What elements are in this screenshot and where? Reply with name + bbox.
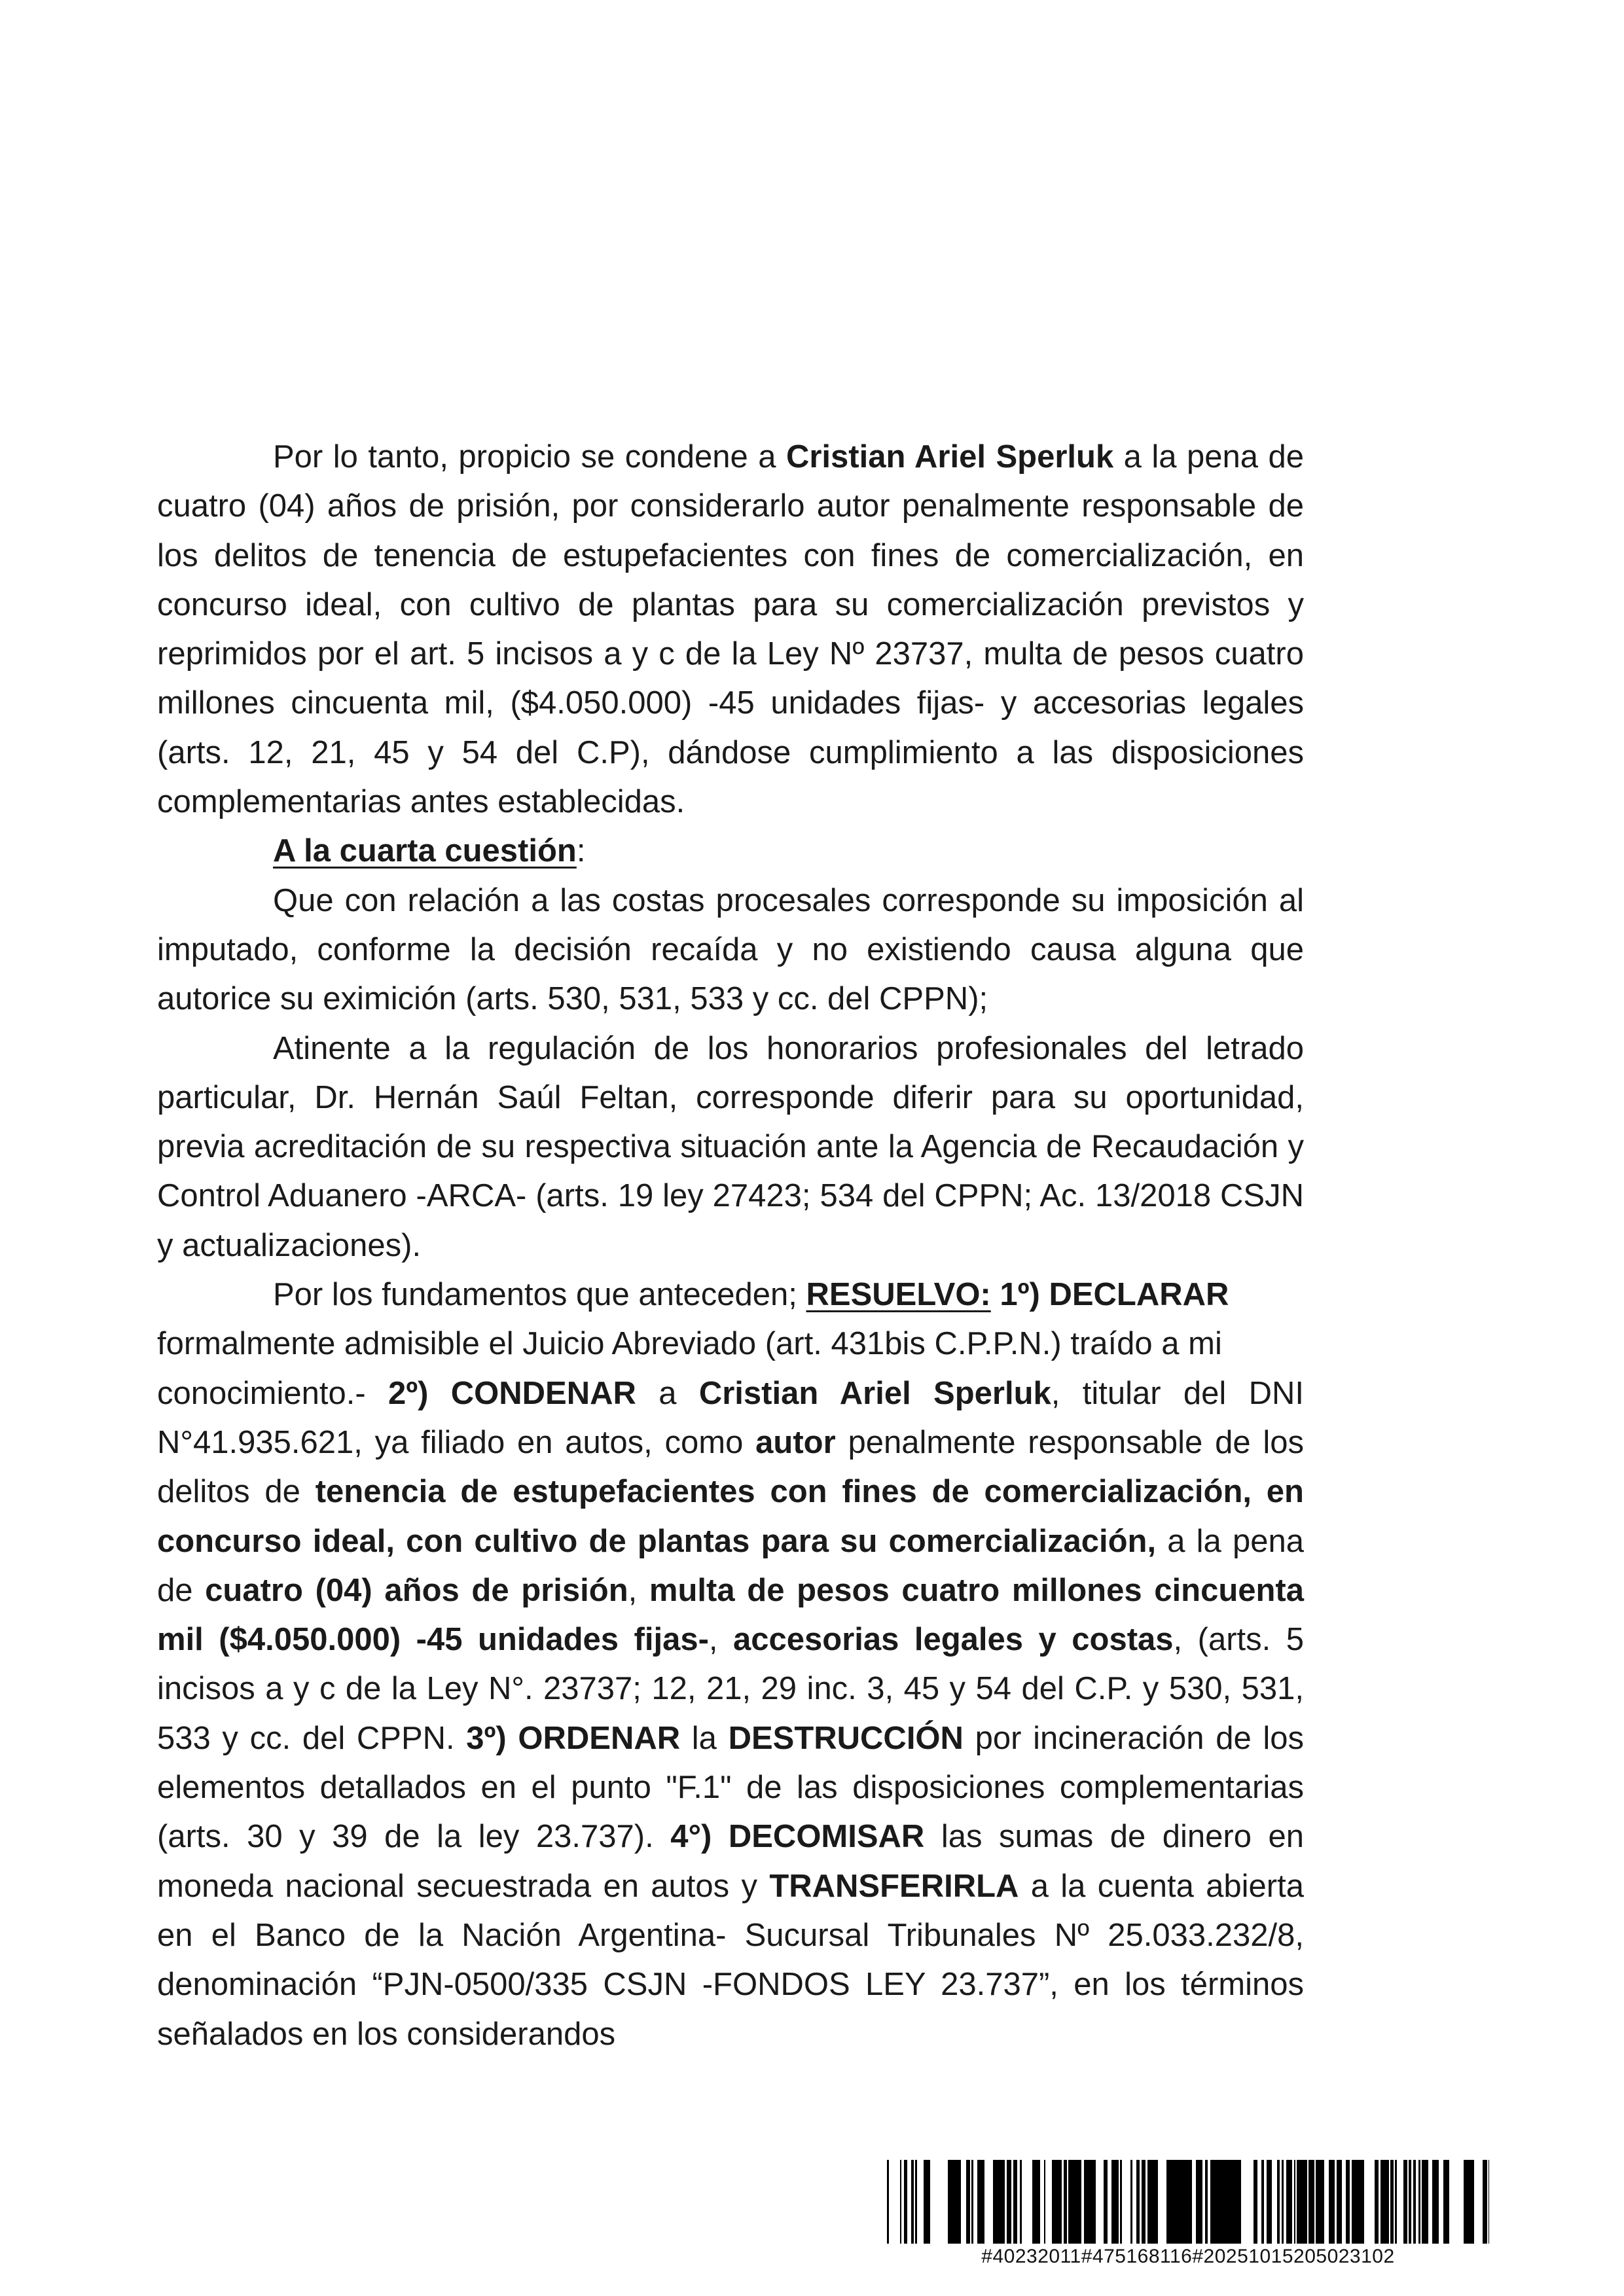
bold-text: Cristian Ariel Sperluk bbox=[785, 439, 1114, 475]
bold-text: 2º) CONDENAR bbox=[388, 1375, 636, 1411]
bold-text: DESTRUCCIÓN bbox=[728, 1720, 964, 1756]
paragraph bbox=[157, 433, 1304, 827]
bold-text: TRANSFERIRLA bbox=[769, 1868, 1019, 1904]
text-run: , (arts. 5 incisos a y c de la Ley N°. 23737; 12, 21, 29 inc. 3, 45 y 54 del C.P. y 530, 531, 533 y cc. del CPPN. bbox=[157, 1622, 1304, 1756]
text-run: a la pena de cuatro (04) años de prisión, por considerarlo autor penalmente responsable de los delitos de tenencia de estupefacientes con fines de comercialización, en concurso ideal, con cultivo de plantas para su comercialización previstos y reprimidos por el art. 5 incisos a y c de la Ley Nº 23737, multa de pesos cuatro millones cincuenta mil, ($4.050.000) -45 unidades fijas- y accesorias legales (arts. 12, 21, 45 y 54 del C.P), dándose cumplimiento a las disposiciones complementarias antes establecidas. bbox=[157, 439, 1305, 820]
text-run: Atinente a la regulación de los honorarios profesionales del letrado particular, Dr. Hernán Saúl Feltan, corresponde diferir para su oportunidad, previa acreditación de su respectiva situación ante la Agencia de Recaudación y Control Aduanero -ARCA- (arts. 19 ley 27423; 534 del CPPN; Ac. 13/2018 CSJN y actualizaciones). bbox=[157, 1030, 1304, 1263]
document-barcode bbox=[887, 2160, 1489, 2271]
text-run: las sumas de dinero en moneda nacional secuestrada en autos y bbox=[157, 1819, 1304, 1904]
bold-text: tenencia de estupefacientes con fines de comercialización, en concurso ideal, con cultivo de plantas para su comercialización, bbox=[157, 1474, 1304, 1559]
bold-text: cuatro (04) años de prisión bbox=[205, 1572, 628, 1608]
bold-text: 3º) ORDENAR bbox=[466, 1720, 681, 1756]
text-run: penalmente responsable de los delitos de bbox=[157, 1424, 1304, 1510]
paragraph bbox=[157, 1024, 1304, 1270]
paragraph bbox=[157, 1369, 1304, 2059]
bold-text: 1º) DECLARAR bbox=[990, 1277, 1229, 1313]
bold-text: A la cuarta cuestión bbox=[273, 833, 577, 869]
text-run: por incineración de los elementos detallados en el punto "F.1" de las disposiciones complementarias (arts. 30 y 39 de la ley 23.737). bbox=[157, 1720, 1304, 1855]
barcode-icon bbox=[887, 2160, 1489, 2244]
barcode-number: #40232011#475168116#20251015205023102 bbox=[981, 2246, 1395, 2267]
bold-text: autor bbox=[755, 1424, 836, 1460]
bold-text: 4°) DECOMISAR bbox=[670, 1819, 925, 1855]
text-run: , bbox=[628, 1572, 649, 1608]
text-run: , bbox=[708, 1622, 734, 1658]
paragraph bbox=[157, 1270, 1304, 1369]
text-run: : bbox=[576, 833, 586, 869]
bold-text: RESUELVO: bbox=[806, 1277, 991, 1313]
paragraph bbox=[157, 827, 1304, 876]
text-run: a la cuenta abierta en el Banco de la Nación Argentina- Sucursal Tribunales Nº 25.033.232/8, denominación “PJN-0500/335 CSJN -FONDOS LEY 23.737”, en los términos señalados en los considerandos bbox=[157, 1868, 1304, 2052]
text-run: Por lo tanto, propicio se condene a bbox=[273, 439, 786, 475]
bold-text: Cristian Ariel Sperluk bbox=[698, 1375, 1051, 1411]
bold-text: multa de pesos cuatro millones cincuenta mil ($4.050.000) -45 unidades fijas- bbox=[157, 1572, 1304, 1658]
text-run: a la pena de bbox=[157, 1523, 1304, 1608]
text-run: conocimiento.- bbox=[157, 1375, 388, 1411]
text-run: formalmente admisible el Juicio Abreviado (art. 431bis C.P.P.N.) traído a mi bbox=[157, 1326, 1222, 1362]
text-run: Por los fundamentos que anteceden; bbox=[273, 1277, 806, 1313]
text-run: Que con relación a las costas procesales corresponde su imposición al imputado, conforme la decisión recaída y no existiendo causa alguna que autorice su eximición (arts. 530, 531, 533 y cc. del CPPN); bbox=[157, 882, 1304, 1017]
bold-text: accesorias legales y costas bbox=[733, 1622, 1174, 1658]
text-run: a bbox=[636, 1375, 699, 1411]
document-body bbox=[157, 433, 1304, 2059]
text-run: la bbox=[680, 1720, 729, 1756]
text-run: , titular del DNI N°41.935.621, ya filiado en autos, como bbox=[157, 1375, 1304, 1460]
paragraph bbox=[157, 876, 1304, 1024]
